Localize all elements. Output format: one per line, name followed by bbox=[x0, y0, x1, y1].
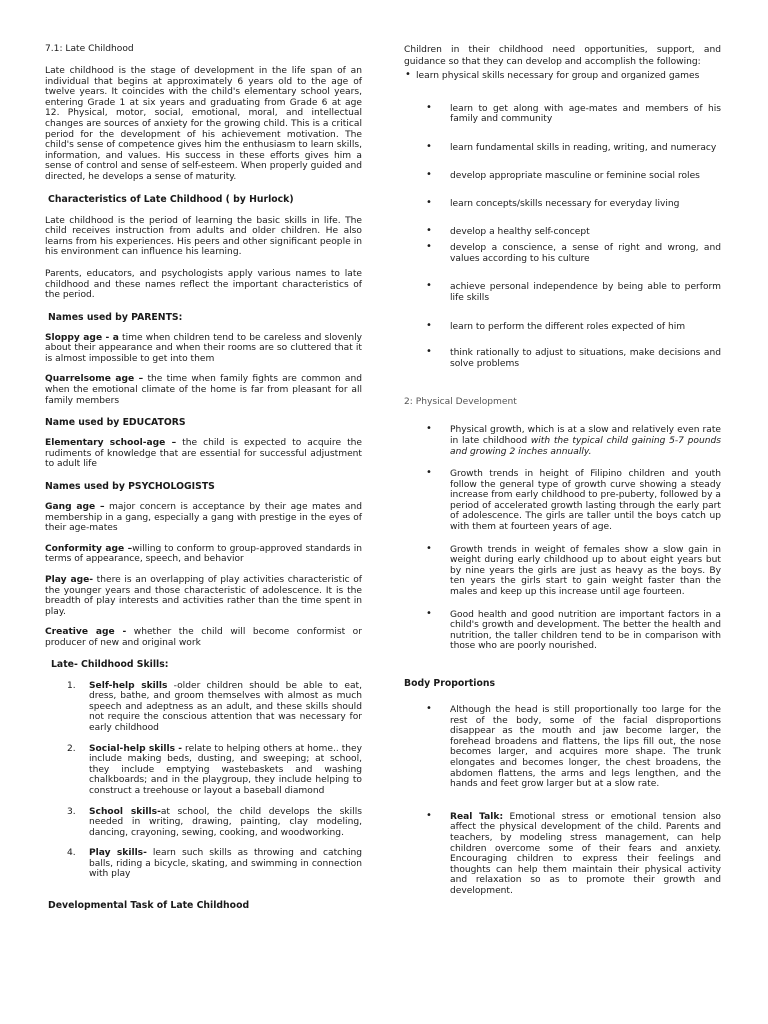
bullet-icon: • bbox=[426, 319, 432, 331]
developmental-task-heading: Developmental Task of Late Childhood bbox=[48, 900, 250, 912]
task-bullet-item bbox=[404, 140, 721, 154]
gang-age-term: Gang age – bbox=[45, 502, 105, 513]
physical-bullet-item bbox=[404, 425, 721, 457]
task-bullet-text: learn physical skills necessary for group and organized games bbox=[416, 71, 700, 81]
bullet-icon: • bbox=[426, 140, 432, 152]
skill-term: Play skills- bbox=[89, 848, 147, 859]
sloppy-age-entry bbox=[45, 333, 362, 365]
section-title: 7.1: Late Childhood bbox=[45, 44, 134, 54]
bullet-icon: • bbox=[426, 241, 432, 253]
physical-bullet-text: Growth trends in height of Filipino children and youth follow the general type of growth curve showing a steady increase from early childhood to pre-puberty, followed by a period of accelerated growth lasting through the early part of adolescence. The girls are taller until the boys catch up with them at fourteen years of age. bbox=[450, 469, 721, 533]
right-intro-paragraph: Children in their childhood need opportunities, support, and guidance so that they can develop and accomplish the following: bbox=[404, 45, 721, 67]
task-bullet-text: think rationally to adjust to situations, make decisions and solve problems bbox=[450, 348, 721, 369]
bullet-icon: • bbox=[426, 703, 432, 714]
conformity-age-entry bbox=[45, 544, 362, 565]
play-age-entry bbox=[45, 575, 362, 617]
quarrelsome-age-entry bbox=[45, 374, 362, 406]
bullet-icon: • bbox=[426, 101, 432, 113]
bullet-icon: • bbox=[426, 423, 432, 435]
elementary-age-term: Elementary school-age – bbox=[45, 438, 177, 449]
characteristics-heading: Characteristics of Late Childhood ( by Hurlock) bbox=[48, 193, 294, 205]
task-bullet-text: learn concepts/skills necessary for everyday living bbox=[450, 198, 680, 209]
characteristics-paragraph-1: Late childhood is the period of learning the basic skills in life. The child receives instruction from adults and older children. He also learns from his experiences. His peers and other significant people in his environment can influence his learning. bbox=[45, 215, 362, 258]
conformity-age-term: Conformity age – bbox=[45, 543, 133, 554]
bullet-icon: • bbox=[426, 196, 432, 208]
physical-bullet-text: Growth trends in weight of females show a slow gain in weight during early childhood up to about eight years but by nine years the girls are just as heavy as the boys. By ten years the girls start to gain weight faster than the males and keep up this increase until age fourteen. bbox=[450, 544, 721, 598]
skills-heading: Late- Childhood Skills: bbox=[51, 658, 169, 670]
task-bullet-item bbox=[404, 196, 721, 210]
skill-term: Social-help skills - bbox=[89, 743, 183, 754]
skill-text: -older children should be able to eat, dress, bathe, and groom themselves with almost as much speech and adeptness as an adult, and these skills should not require the conscious attention that was necessary for early childhood bbox=[89, 680, 362, 733]
bullet-icon: • bbox=[426, 169, 432, 181]
skill-number: 3. bbox=[67, 806, 76, 817]
creative-age-text: whether the child will become conformist or producer of new and original work bbox=[45, 627, 362, 648]
conformity-age-text: willing to conform to group-approved standards in terms of appearance, speech, and behavior bbox=[45, 543, 362, 565]
quarrelsome-age-text: the time when family fights are common and when the emotional climate of the home is far from pleasant for all family members bbox=[45, 374, 362, 406]
bullet-icon: • bbox=[426, 542, 432, 554]
skill-item bbox=[45, 681, 362, 734]
creative-age-term: Creative age - bbox=[45, 627, 127, 638]
skill-text: at school, the child develops the skills needed in writing, drawing, painting, clay modeling, dancing, crayoning, sewing, cooking, and woodworking. bbox=[89, 806, 362, 838]
bullet-icon: • bbox=[426, 467, 432, 479]
physical-bullet-text: Physical growth, which is at a slow and relatively even rate in late childhood bbox=[450, 425, 721, 446]
task-bullet-text: develop appropriate masculine or feminine social roles bbox=[450, 171, 700, 182]
task-bullet-text: learn to get along with age-mates and members of his family and community bbox=[450, 103, 721, 125]
skills-list bbox=[45, 681, 362, 881]
task-bullet-text: develop a healthy self-concept bbox=[450, 226, 590, 237]
physical-bullet-italic-text: with the typical child gaining 5-7 pounds and growing 2 inches annually. bbox=[450, 435, 721, 457]
real-talk-text: Emotional stress or emotional tension also affect the physical development of the child. Parents and teachers, by modeling stress management, can help children overcome some of their fears and anxiety. Encouraging children to express their feelings and thoughts can help them maintain their physical activity and relaxation so as to promote their growth and development. bbox=[450, 811, 721, 896]
psychologists-heading: Names used by PSYCHOLOGISTS bbox=[45, 481, 215, 493]
bullet-icon: • bbox=[426, 809, 432, 821]
physical-bullet-text: Good health and good nutrition are important factors in a child's growth and development. The better the health and nutrition, the taller children tend to be in comparison with those who are poorly nourished. bbox=[450, 609, 721, 652]
sloppy-age-term: Sloppy age - a bbox=[45, 332, 119, 343]
left-column bbox=[45, 44, 362, 911]
right-column bbox=[404, 44, 721, 897]
bullet-icon: • bbox=[426, 280, 432, 292]
physical-bullet-item bbox=[404, 469, 721, 533]
skill-number: 4. bbox=[67, 848, 76, 859]
sloppy-age-text: time when children tend to be careless and slovenly about their appearance and when their rooms are so cluttered that it is almost impossible to get into them bbox=[45, 332, 362, 364]
quarrelsome-age-term: Quarrelsome age – bbox=[45, 374, 144, 385]
task-bullet-item bbox=[404, 171, 721, 182]
bullet-icon: • bbox=[405, 69, 411, 80]
creative-age-entry bbox=[45, 627, 362, 648]
task-bullet-text: develop a conscience, a sense of right and wrong, and values according to his culture bbox=[450, 243, 721, 264]
gang-age-entry bbox=[45, 502, 362, 534]
skill-number: 2. bbox=[67, 743, 76, 754]
skill-term: Self-help skills bbox=[89, 680, 168, 691]
task-bullet-item bbox=[404, 348, 721, 369]
task-bullet-item bbox=[404, 282, 721, 303]
physical-bullet-item bbox=[404, 607, 721, 652]
play-age-term: Play age- bbox=[45, 575, 94, 585]
parents-heading: Names used by PARENTS: bbox=[48, 311, 183, 323]
educators-heading: Name used by EDUCATORS bbox=[45, 417, 186, 429]
task-bullet-text: achieve personal independence by being able to perform life skills bbox=[450, 282, 721, 303]
characteristics-paragraph-2: Parents, educators, and psychologists apply various names to late childhood and these names reflect the important characteristics of the period. bbox=[45, 268, 362, 301]
bullet-icon: • bbox=[426, 346, 432, 358]
skill-term: School skills- bbox=[89, 806, 161, 817]
elementary-age-text: the child is expected to acquire the rudiments of knowledge that are essential for successful adjustment to adult life bbox=[45, 438, 363, 470]
task-bullet-item bbox=[404, 101, 721, 125]
play-age-text: there is an overlapping of play activities characteristic of the younger years and those characteristic of adolescence. It is the breadth of play interests and activities rather than the time spent in play. bbox=[45, 575, 362, 617]
gang-age-text: major concern is acceptance by their age mates and membership in a gang, especially a gang with prestige in the eyes of their age-mates bbox=[45, 502, 362, 534]
physical-development-heading: 2: Physical Development bbox=[404, 397, 517, 408]
intro-paragraph: Late childhood is the stage of development in the life span of an individual that begins at approximately 6 years old to the age of twelve years. It coincides with the child's elementary school years, entering Grade 1 at six years and graduating from Grade 6 at age 12. Physical, motor, social, emotional, moral, and intellectual changes are sources of anxiety for the growing child. This is a critical period for the development of his achievement motivation. The child's sense of competence gives him the enthusiasm to learn skills, information, and values. His success in these efforts gives him a sense of control and sense of self-esteem. When properly guided and directed, he develops a sense of maturity. bbox=[45, 66, 362, 182]
body-bullet-text: Although the head is still proportionally too large for the rest of the body, some of the facial disproportions disappear as the mouth and jaw become larger, the forehead broadens and flattens, the lips fill out, the nose becomes larger, and acquires more shape. The trunk elongates and becomes longer, the chest broadens, the abdomen flattens, the arms and legs lengthen, and the hands and feet grow larger but at a slow rate. bbox=[450, 705, 721, 790]
task-bullet-item bbox=[404, 224, 721, 238]
skill-item bbox=[45, 848, 362, 880]
skill-text: learn such skills as throwing and catching balls, riding a bicycle, skating, and swimming in connection with play bbox=[89, 848, 363, 880]
elementary-age-entry bbox=[45, 438, 362, 470]
body-bullet-item bbox=[404, 705, 721, 790]
skill-number: 1. bbox=[67, 680, 76, 691]
real-talk-term: Real Talk: bbox=[450, 811, 504, 822]
skill-item bbox=[45, 744, 362, 797]
bullet-icon: • bbox=[426, 607, 432, 619]
skill-item bbox=[45, 807, 362, 839]
body-proportions-heading: Body Proportions bbox=[404, 678, 496, 689]
real-talk-bullet-item bbox=[404, 809, 721, 897]
skill-text: relate to helping others at home.. they include making beds, dusting, and sweeping; at school, they include emptying wastebaskets and washing chalkboards; and in the playgroup, they include helping to construct a treehouse or layout a baseball diamond bbox=[89, 743, 362, 796]
task-bullet-item bbox=[404, 243, 721, 264]
bullet-icon: • bbox=[426, 224, 432, 236]
physical-bullet-item bbox=[404, 542, 721, 598]
task-bullet-text: learn to perform the different roles expected of him bbox=[450, 321, 686, 332]
task-bullet-item bbox=[404, 319, 721, 333]
task-bullet-text: learn fundamental skills in reading, writing, and numeracy bbox=[450, 142, 717, 153]
task-bullet-item bbox=[404, 71, 721, 82]
